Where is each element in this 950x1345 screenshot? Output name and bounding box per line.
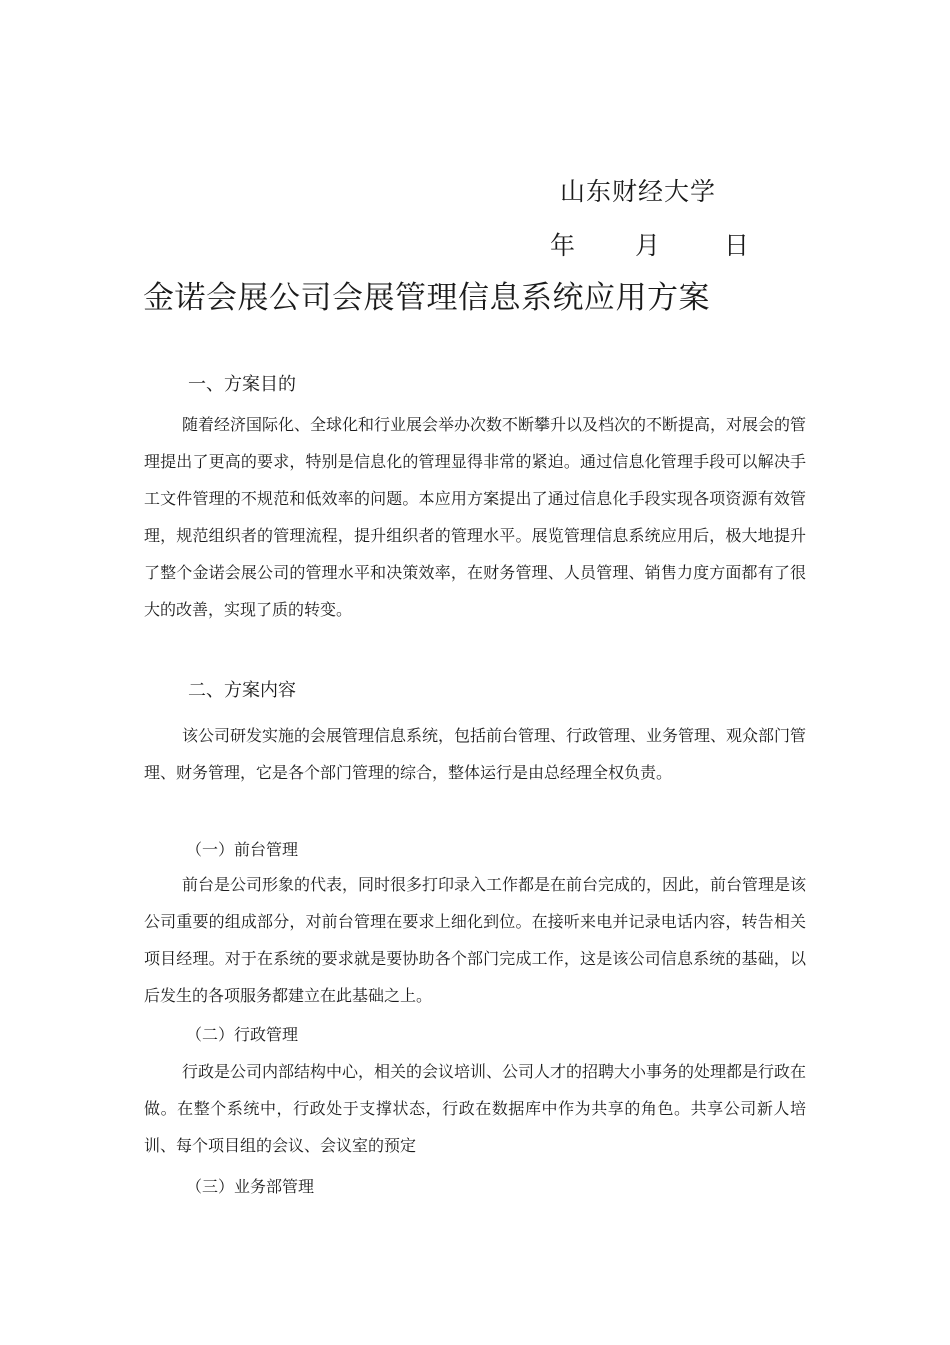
document-title: 金诺会展公司会展管理信息系统应用方案: [143, 280, 710, 316]
section-heading: 一、方案目的: [188, 374, 296, 395]
date-month-label: 月: [635, 231, 661, 260]
university-name: 山东财经大学: [560, 177, 717, 206]
subsection-paragraph: 前台是公司形象的代表，同时很多打印录入工作都是在前台完成的，因此，前台管理是该公司重要的组成部分，对前台管理在要求上细化到位。在接听来电并记录电话内容，转告相关项目经理。对于在系统的要求就是要协助各个部门完成工作，这是该公司信息系统的基础，以后发生的各项服务都建立在此基础之上。: [144, 875, 807, 1005]
section-paragraph: 该公司研发实施的会展管理信息系统，包括前台管理、行政管理、业务管理、观众部门管理、财务管理，它是各个部门管理的综合，整体运行是由总经理全权负责。: [144, 726, 807, 782]
subsection-heading: （一）前台管理: [186, 840, 299, 859]
subsection-heading: （三）业务部管理: [186, 1177, 315, 1196]
section-paragraph: 随着经济国际化、全球化和行业展会举办次数不断攀升以及档次的不断提高，对展会的管理提出了更高的要求，特别是信息化的管理显得非常的紧迫。通过信息化管理手段可以解决手工文件管理的不规范和低效率的问题。本应用方案提出了通过信息化手段实现各项资源有效管理，规范组织者的管理流程，提升组织者的管理水平。展览管理信息系统应用后，极大地提升了整个金诺会展公司的管理水平和决策效率，在财务管理、人员管理、销售力度方面都有了很大的改善，实现了质的转变。: [144, 415, 807, 619]
section-heading: 二、方案内容: [188, 680, 296, 701]
date-year-label: 年: [550, 231, 576, 260]
date-day-label: 日: [724, 231, 750, 260]
subsection-paragraph: 行政是公司内部结构中心，相关的会议培训、公司人才的招聘大小事务的处理都是行政在做。在整个系统中，行政处于支撑状态，行政在数据库中作为共享的角色。共享公司新人培训、每个项目组的会议、会议室的预定: [144, 1062, 807, 1155]
subsection-heading: （二）行政管理: [186, 1025, 299, 1044]
